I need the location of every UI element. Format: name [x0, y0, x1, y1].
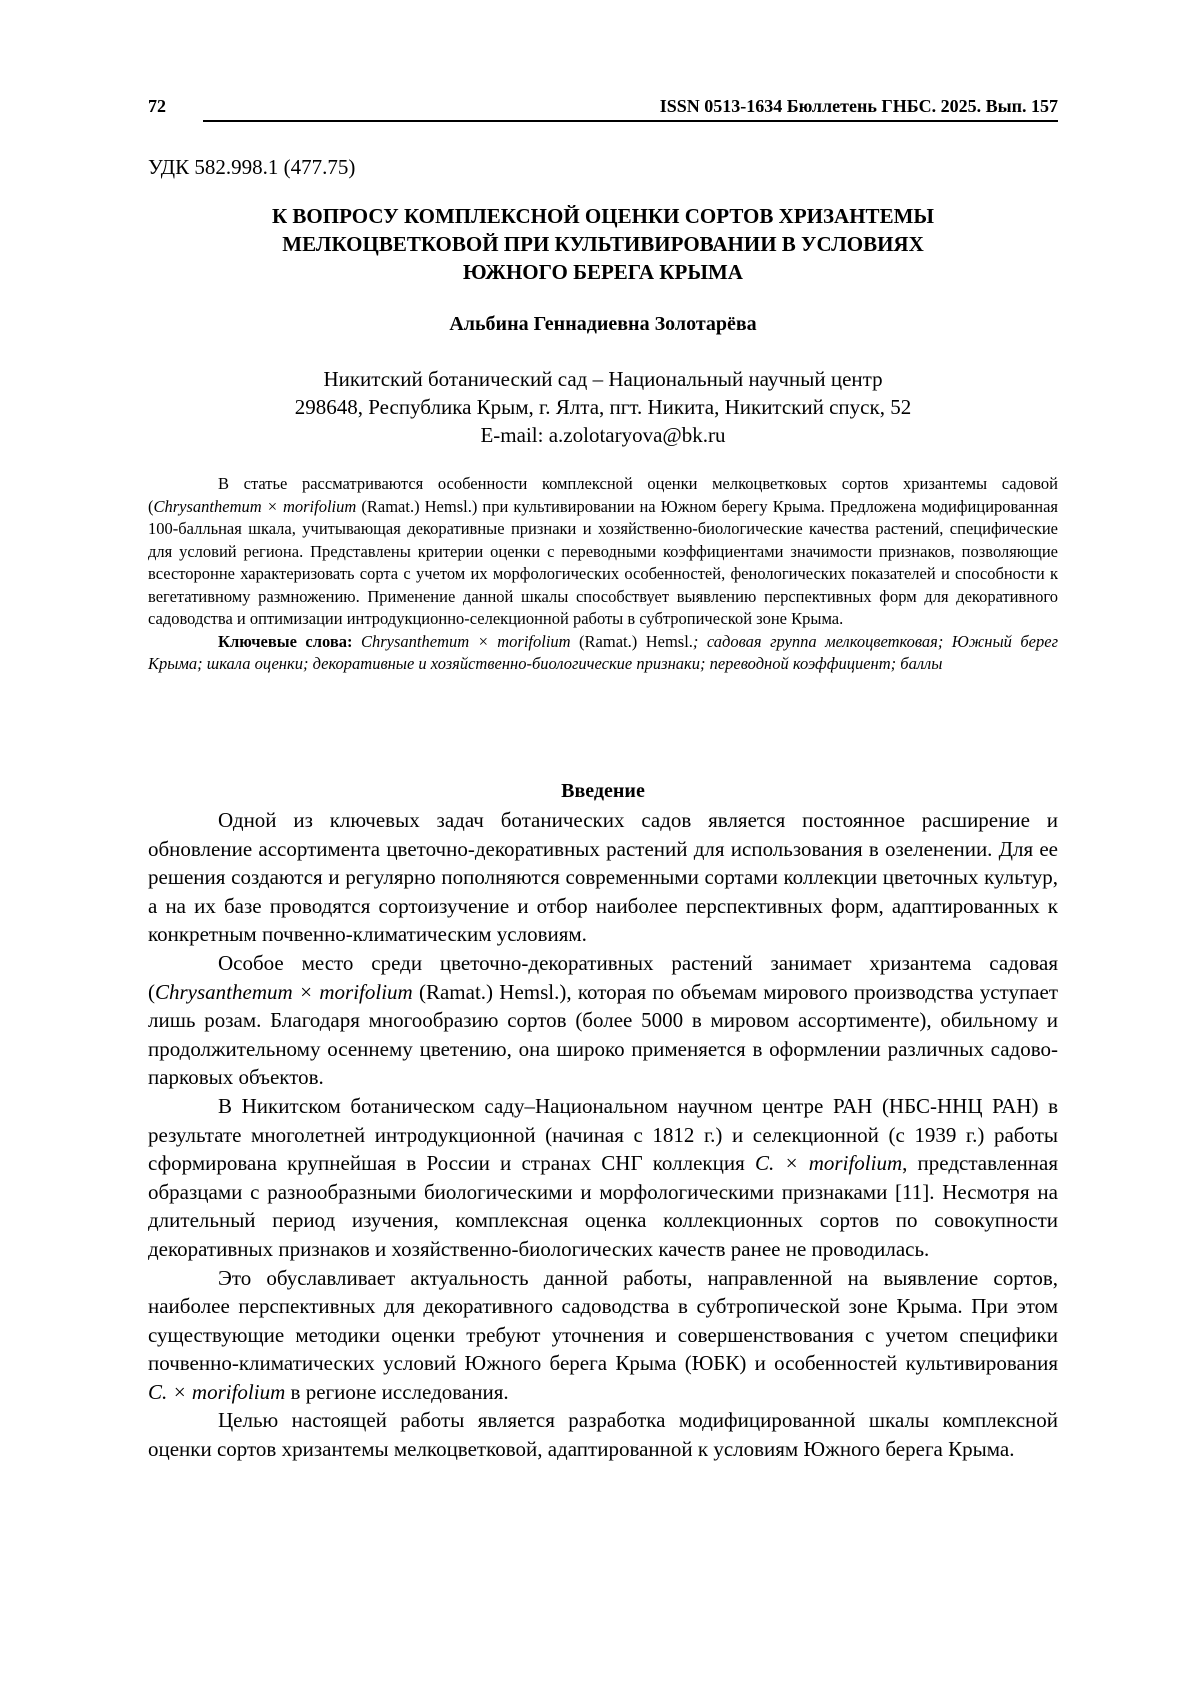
address: 298648, Республика Крым, г. Ялта, пгт. Никита, Никитский спуск, 52: [294, 395, 912, 419]
title-line: ЮЖНОГО БЕРЕГА КРЫМА: [463, 260, 743, 284]
species-name: C. × morifolium: [148, 1379, 286, 1404]
body-paragraph: [148, 949, 1058, 1092]
keywords-label: Ключевые слова:: [218, 631, 353, 651]
body-paragraph: [148, 1092, 1058, 1264]
body-paragraph: [148, 1264, 1058, 1407]
journal-info: ISSN 0513-1634 Бюллетень ГНБС. 2025. Вып. 157: [659, 96, 1058, 116]
text-span: (Ramat.) Hemsl.: [570, 631, 693, 651]
text-span: , представленная образцами с разнообразными биологическими и морфологическими признаками [11]. Несмотря на длительный период изучения, комплексная оценка коллекционных сортов по совокупности декоративных признаков и хозяйственно-биологических качеств ранее не проводилась.: [148, 1151, 1058, 1261]
keywords: [148, 631, 1058, 676]
page-number: 72: [148, 96, 166, 116]
keywords-list: ; садовая группа мелкоцветковая; Южный берег Крыма; шкала оценки; декоративные и хозяйственно-биологические признаки; переводной коэффициент; баллы: [148, 631, 1059, 673]
email: E-mail: a.zolotaryova@bk.ru: [480, 423, 726, 447]
text-span: Особое место среди цветочно-декоративных растений занимает хризантема садовая (: [148, 950, 1058, 1004]
body-text: [148, 806, 1058, 1464]
article-title: [148, 202, 1058, 286]
text-span: в регионе исследования.: [285, 1379, 509, 1404]
section-heading: Введение: [561, 780, 645, 802]
species-name: C. × morifolium: [754, 1151, 903, 1176]
text-span: В Никитском ботаническом саду–Национальном научном центре РАН (НБС-ННЦ РАН) в результате многолетней интродукционной (начиная с 1812 г.) и селекционной (с 1939 г.) работы сформирована крупнейшая в России и странах СНГ коллекция: [148, 1093, 1058, 1176]
title-line: К ВОПРОСУ КОМПЛЕКСНОЙ ОЦЕНКИ СОРТОВ ХРИЗАНТЕМЫ: [271, 204, 935, 228]
title-line: МЕЛКОЦВЕТКОВОЙ ПРИ КУЛЬТИВИРОВАНИИ В УСЛОВИЯХ: [282, 232, 924, 256]
institution: Никитский ботанический сад – Национальный научный центр: [323, 367, 883, 391]
text-span: В статье рассматриваются особенности комплексной оценки мелкоцветковых сортов хризантемы садовой (: [148, 474, 1058, 516]
header-rule: [203, 120, 1058, 122]
text-span: Это обуславливает актуальность данной работы, направленной на выявление сортов, наиболее перспективных для декоративного садоводства в субтропической зоне Крыма. При этом существующие методики оценки требуют уточнения и совершенствования с учетом специфики почвенно-климатических условий Южного берега Крыма (ЮБК) и особенностей культивирования: [148, 1265, 1058, 1376]
body-paragraph: Одной из ключевых задач ботанических садов является постоянное расширение и обновление ассортимента цветочно-декоративных растений для использования в озеленении. Для ее решения создаются и регулярно пополняются современными сортами коллекции цветочных культур, а на их базе проводятся сортоизучение и отбор наиболее перспективных форм, адаптированных к конкретным почвенно-климатическим условиям.: [148, 808, 1058, 947]
text-span: (Ramat.) Hemsl.), которая по объемам мирового производства уступает лишь розам. Благодаря многообразию сортов (более 5000 в мировом ассортименте), обильному и продолжительному осеннему цветению, она широко применяется в оформлении различных садово-парковых объектов.: [148, 979, 1059, 1090]
abstract-paragraph: [148, 473, 1058, 631]
running-head: [148, 96, 1058, 124]
species-name: Chrysanthemum × morifolium: [155, 979, 413, 1004]
species-name: Chrysanthemum × morifolium: [360, 631, 571, 651]
affiliation: [148, 365, 1058, 449]
text-span: (Ramat.) Hemsl.) при культивировании на Южном берегу Крыма. Предложена модифицированная 100-балльная шкала, учитывающая декоративные признаки и хозяйственно-биологические качества растений, специфические для условий региона. Представлены критерии оценки с переводными коэффициентами значимости признаков, позволяющие всесторонне характеризовать сорта с учетом их морфологических особенностей, фенологических показателей и способности к вегетативному размножению. Применение данной шкалы способствует выявлению перспективных форм для декоративного садоводства и оптимизации интродукционно-селекционной работы в субтропической зоне Крыма.: [148, 496, 1058, 628]
author-name: Альбина Геннадиевна Золотарёва: [449, 313, 757, 335]
abstract: [148, 473, 1058, 676]
body-paragraph: Целью настоящей работы является разработка модифицированной шкалы комплексной оценки сортов хризантемы мелкоцветковой, адаптированной к условиям Южного берега Крыма.: [148, 1408, 1058, 1462]
species-name: Chrysanthemum × morifolium: [153, 496, 357, 516]
udc-code: УДК 582.998.1 (477.75): [148, 155, 356, 179]
